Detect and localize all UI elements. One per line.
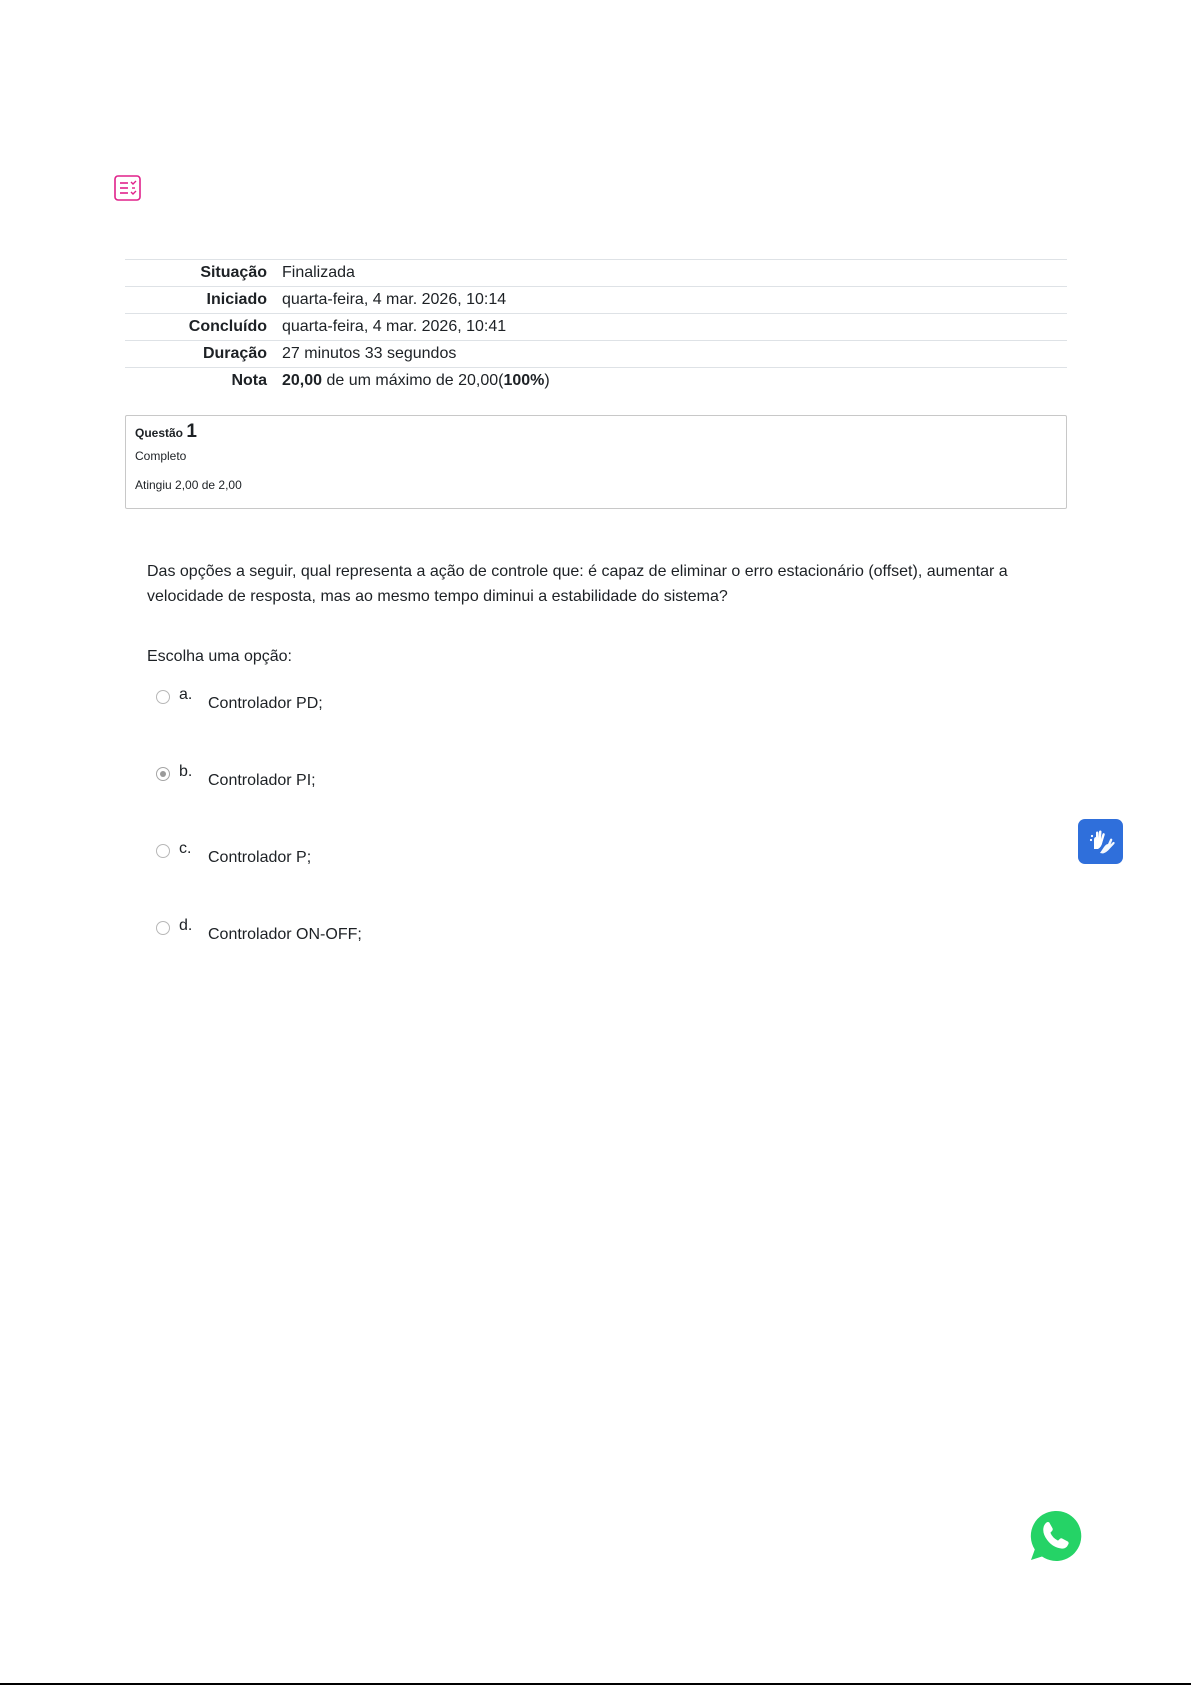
grade-end: ) bbox=[544, 371, 550, 389]
option-letter: d. bbox=[179, 917, 193, 934]
option-text: Controlador PI; bbox=[208, 772, 316, 789]
radio-button[interactable] bbox=[156, 921, 170, 935]
answer-option-a[interactable] bbox=[156, 686, 556, 716]
summary-label: Concluído bbox=[188, 318, 267, 335]
summary-value: quarta-feira, 4 mar. 2026, 10:14 bbox=[282, 291, 507, 308]
summary-label: Duração bbox=[202, 345, 267, 362]
option-letter: a. bbox=[179, 686, 193, 703]
question-state: Completo bbox=[135, 449, 187, 463]
question-text: Das opções a seguir, qual representa a ação de controle que: é capaz de eliminar o erro estacionário (offset), aumentar a velocidade de resposta, mas ao mesmo tempo diminui a estabilidade do sistema? bbox=[147, 563, 1008, 605]
summary-value: Finalizada bbox=[282, 264, 355, 281]
summary-label: Iniciado bbox=[206, 291, 267, 308]
radio-button[interactable] bbox=[156, 690, 170, 704]
option-text: Controlador P; bbox=[208, 849, 312, 866]
option-letter: b. bbox=[179, 763, 193, 780]
summary-value: 27 minutos 33 segundos bbox=[282, 345, 457, 362]
grade-score: 20,00 bbox=[282, 371, 323, 389]
grade-percent: 100% bbox=[503, 371, 545, 389]
summary-row-completed bbox=[125, 314, 1067, 341]
quiz-list-icon bbox=[114, 175, 141, 201]
answer-prompt: Escolha uma opção: bbox=[147, 648, 292, 665]
option-text: Controlador ON-OFF; bbox=[208, 926, 362, 943]
question-grade: Atingiu 2,00 de 2,00 bbox=[135, 478, 242, 492]
grade-middle: de um máximo de 20,00( bbox=[322, 371, 504, 389]
summary-row-status bbox=[125, 260, 1067, 287]
summary-label: Nota bbox=[231, 371, 267, 389]
summary-row-grade bbox=[125, 368, 1067, 394]
whatsapp-icon[interactable] bbox=[1027, 1508, 1083, 1564]
question-label: Questão bbox=[135, 426, 184, 440]
question-number-value: 1 bbox=[186, 421, 197, 442]
attempt-summary-table bbox=[125, 259, 1067, 394]
option-letter: c. bbox=[179, 840, 192, 857]
radio-button-checked[interactable] bbox=[156, 767, 170, 781]
option-text: Controlador PD; bbox=[208, 695, 323, 712]
answer-option-d[interactable] bbox=[156, 917, 556, 947]
answer-option-c[interactable] bbox=[156, 840, 556, 870]
radio-button[interactable] bbox=[156, 844, 170, 858]
summary-value: quarta-feira, 4 mar. 2026, 10:41 bbox=[282, 318, 507, 335]
summary-row-started bbox=[125, 287, 1067, 314]
summary-row-duration bbox=[125, 341, 1067, 368]
summary-grade-value bbox=[282, 368, 1067, 394]
question-number bbox=[135, 422, 1057, 443]
sign-language-hands-icon bbox=[1086, 827, 1116, 857]
question-info-box bbox=[125, 415, 1067, 509]
summary-label: Situação bbox=[200, 264, 267, 281]
libras-accessibility-button[interactable] bbox=[1078, 819, 1123, 864]
answer-option-b[interactable] bbox=[156, 763, 556, 793]
